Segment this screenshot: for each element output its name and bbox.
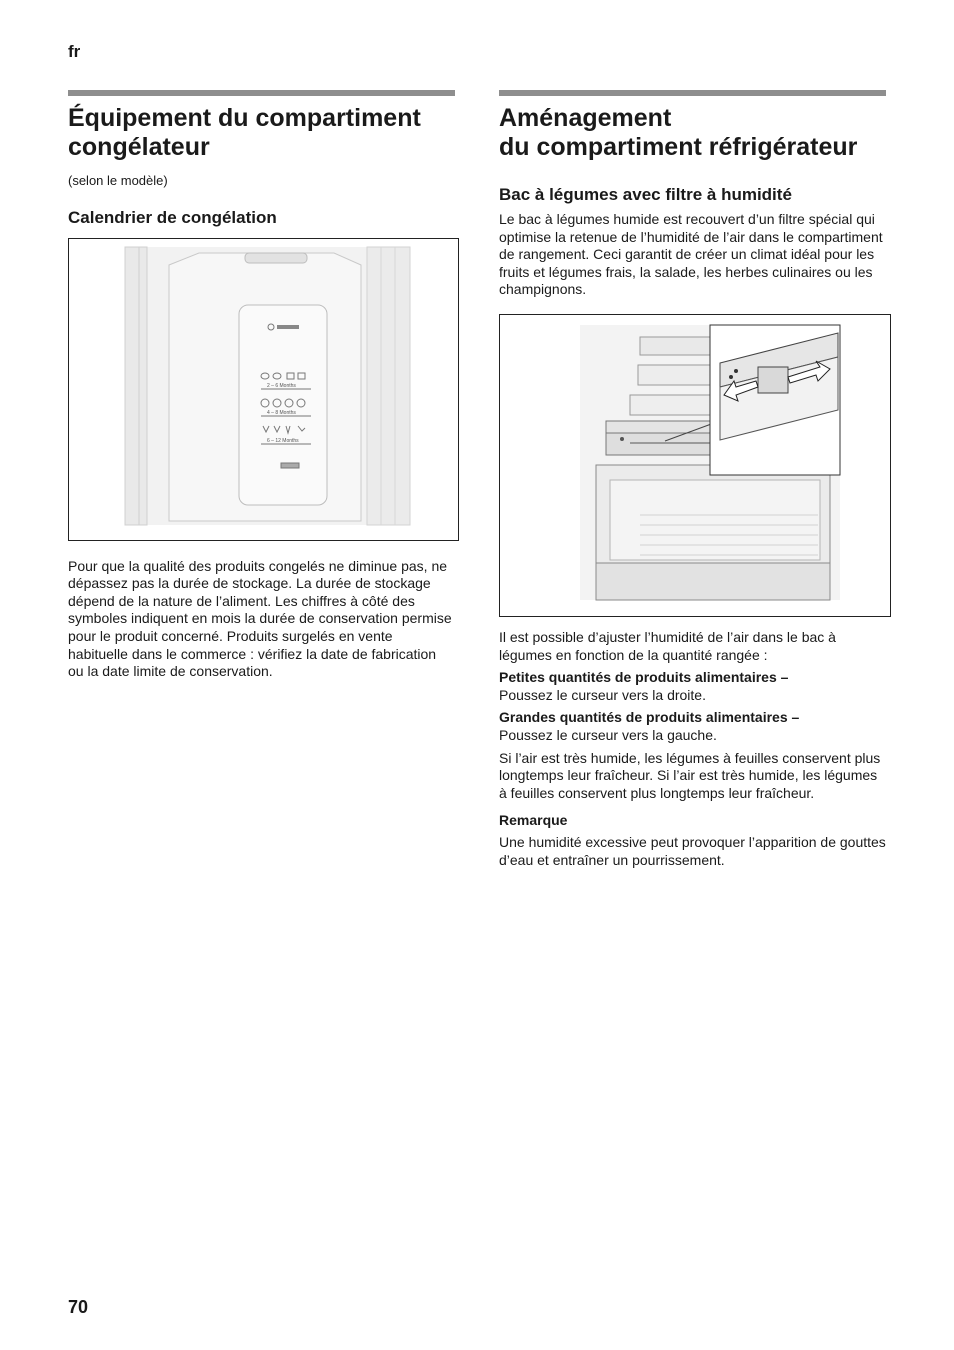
language-label: fr — [68, 42, 81, 61]
fridge-title — [499, 104, 886, 162]
freezing-calendar-body: Pour que la qualité des produits congelés ne diminue pas, ne dépassez pas la durée de stockage. La durée de stockage dépend de la nature de l’aliment. Les chiffres à côté des symboles indiquent en mois la durée de conservation permise pour le produit concerné. Produits surgelés en vente habituelle dans le commerce : vérifiez la date de fabrication ou la date limite de conservation. — [68, 557, 452, 680]
section-rule — [68, 90, 455, 96]
adjust-humidity-text: Il est possible d’ajuster l’humidité de l’air dans le bac à légumes en fonction de la quantité rangée : — [499, 628, 836, 663]
freezer-title-line2: congélateur — [68, 133, 210, 161]
crisper-heading: Bac à légumes avec filtre à humidité — [499, 185, 792, 204]
fridge-title-line2: du compartiment réfrigérateur — [499, 133, 858, 161]
calendar-row1-label: 2 – 6 Months — [267, 382, 296, 389]
fridge-title-line1: Aménagement — [499, 104, 672, 132]
crisper-drawer-illustration — [500, 315, 890, 616]
humidity-text: Si l’air est très humide, les légumes à feuilles conservent plus longtemps leur fraîcheur. Si l’air est très humide, les légumes à feuilles conservent plus longtemps leur fraîcheur. — [499, 749, 881, 801]
large-quantities-text: Poussez le curseur vers la gauche. — [499, 726, 717, 743]
note-heading: Remarque — [499, 812, 568, 829]
crisper-figure — [499, 314, 891, 617]
small-quantities-label: Petites quantités de produits alimentaires – — [499, 669, 789, 686]
page-number: 70 — [68, 1297, 89, 1317]
calendar-row2-label: 4 – 8 Months — [267, 409, 296, 416]
crisper-intro: Le bac à légumes humide est recouvert d’un filtre spécial qui optimise la retenue de l’humidité de l’air dans le compartiment de rangement. Ceci garantit de créer un climat idéal pour les fruits et légumes frais, la salade, les herbes culinaires ou les champignons. — [499, 211, 883, 298]
freezing-calendar-figure — [68, 238, 459, 541]
freezer-door-illustration — [69, 239, 458, 540]
section-rule — [499, 90, 886, 96]
freezer-title-line1: Équipement du compartiment — [68, 104, 421, 132]
note-text: Une humidité excessive peut provoquer l’apparition de gouttes d’eau et entraîner un pourrissement. — [499, 833, 886, 868]
right-column — [499, 90, 886, 869]
large-quantities-label: Grandes quantités de produits alimentaires – — [499, 709, 800, 726]
freezing-calendar-heading: Calendrier de congélation — [68, 207, 277, 227]
left-column — [68, 90, 455, 681]
small-quantities-text: Poussez le curseur vers la droite. — [499, 686, 706, 703]
model-note: (selon le modèle) — [68, 173, 168, 188]
calendar-row3-label: 6 – 12 Months — [267, 437, 299, 444]
freezer-title — [68, 104, 455, 162]
